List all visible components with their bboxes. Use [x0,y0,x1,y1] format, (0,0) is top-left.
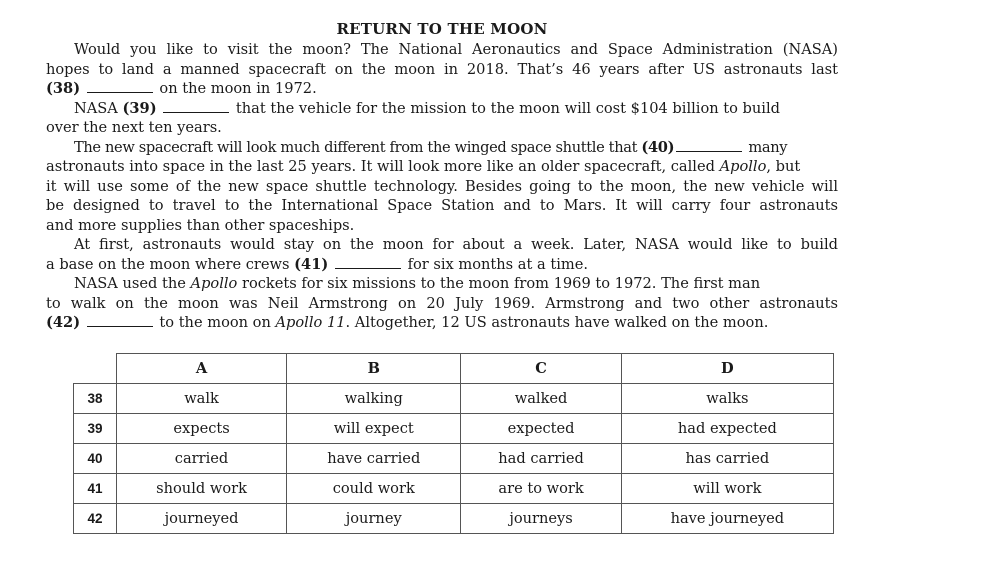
passage-text: many [748,138,788,156]
answer-blank-42[interactable] [87,314,153,327]
passage-text: for six months at a time. [407,255,588,273]
option-c[interactable]: are to work [461,474,621,504]
passage-line: it will use some of the new space shuttle technology. Besides going to the moon, the new vehicle will [46,177,838,195]
passage-line: be designed to travel to the International Space Station and to Mars. It will carry four astronauts [46,197,838,214]
table-row [74,444,834,474]
passage-italic: Apollo 11 [275,314,346,331]
option-b[interactable]: could work [287,474,461,504]
answer-table [73,353,834,534]
option-b[interactable]: will expect [287,414,461,444]
option-a[interactable]: carried [117,444,287,474]
passage-line [46,157,838,177]
passage-text: to the moon on [159,314,271,331]
passage-text: . Altogether, 12 US astronauts have walked on the moon. [345,314,769,331]
row-number: 41 [74,474,117,504]
table-row [74,414,834,444]
option-c[interactable]: expected [461,414,621,444]
question-number: (39) [122,99,157,117]
question-number: (38) [46,80,81,97]
passage [46,40,838,333]
passage-text: NASA used the [74,275,186,292]
option-c[interactable]: had carried [461,444,621,474]
column-header-c: C [461,354,621,384]
passage-text: NASA [74,99,118,117]
column-header-b: B [287,354,461,384]
table-row [74,474,834,504]
option-a[interactable]: journeyed [117,504,287,534]
passage-line [46,99,838,119]
option-b[interactable]: walking [287,384,461,414]
passage-line [46,274,838,294]
question-number: (42) [46,314,81,331]
answer-blank-39[interactable] [163,100,229,113]
passage-italic: Apollo [190,275,238,292]
column-header-d: D [621,354,833,384]
option-d[interactable]: walks [621,384,833,414]
table-corner [74,354,117,384]
option-c[interactable]: journeys [461,504,621,534]
passage-text: a base on the moon where crews [46,255,290,273]
passage-line: At first, astronauts would stay on the moon for about a week. Later, NASA would like to build [74,236,838,253]
passage-line [46,255,838,275]
answer-blank-40[interactable] [676,139,742,152]
question-number: (40) [641,138,675,156]
option-d[interactable]: will work [621,474,833,504]
passage-text: rockets for six missions to the moon from 1969 to 1972. The first man [241,275,761,292]
passage-text: astronauts into space in the last 25 years. It will look more like an older spacecraft, called [46,158,715,175]
answer-blank-41[interactable] [335,256,401,269]
passage-line: hopes to land a manned spacecraft on the moon in 2018. That’s 46 years after US astronauts last [46,60,838,78]
passage-line [46,138,838,158]
passage-text: that the vehicle for the mission to the moon will cost $104 billion to build [235,99,780,117]
option-b[interactable]: journey [287,504,461,534]
option-c[interactable]: walked [461,384,621,414]
option-b[interactable]: have carried [287,444,461,474]
passage-text: , but [766,158,801,175]
passage-line: and more supplies than other spaceships. [46,216,355,234]
passage-line [46,313,838,333]
passage-line [46,79,838,99]
row-number: 42 [74,504,117,534]
table-header-row [74,354,834,384]
option-d[interactable]: has carried [621,444,833,474]
table-row [74,504,834,534]
question-number: (41) [294,255,329,273]
row-number: 40 [74,444,117,474]
passage-line: to walk on the moon was Neil Armstrong on 20 July 1969. Armstrong and two other astronauts [46,294,838,312]
option-a[interactable]: walk [117,384,287,414]
answer-blank-38[interactable] [87,80,153,93]
passage-italic: Apollo [719,158,767,175]
option-a[interactable]: should work [117,474,287,504]
passage-text: on the moon in 1972. [159,80,317,97]
option-d[interactable]: have journeyed [621,504,833,534]
row-number: 39 [74,414,117,444]
document-title: RETURN TO THE MOON [336,20,548,38]
column-header-a: A [117,354,287,384]
passage-text: The new spacecraft will look much different from the winged space shuttle that [74,138,638,156]
option-d[interactable]: had expected [621,414,833,444]
table-row [74,384,834,414]
passage-line: Would you like to visit the moon? The National Aeronautics and Space Administration (NASA) [74,41,838,58]
row-number: 38 [74,384,117,414]
option-a[interactable]: expects [117,414,287,444]
passage-line: over the next ten years. [46,119,222,136]
